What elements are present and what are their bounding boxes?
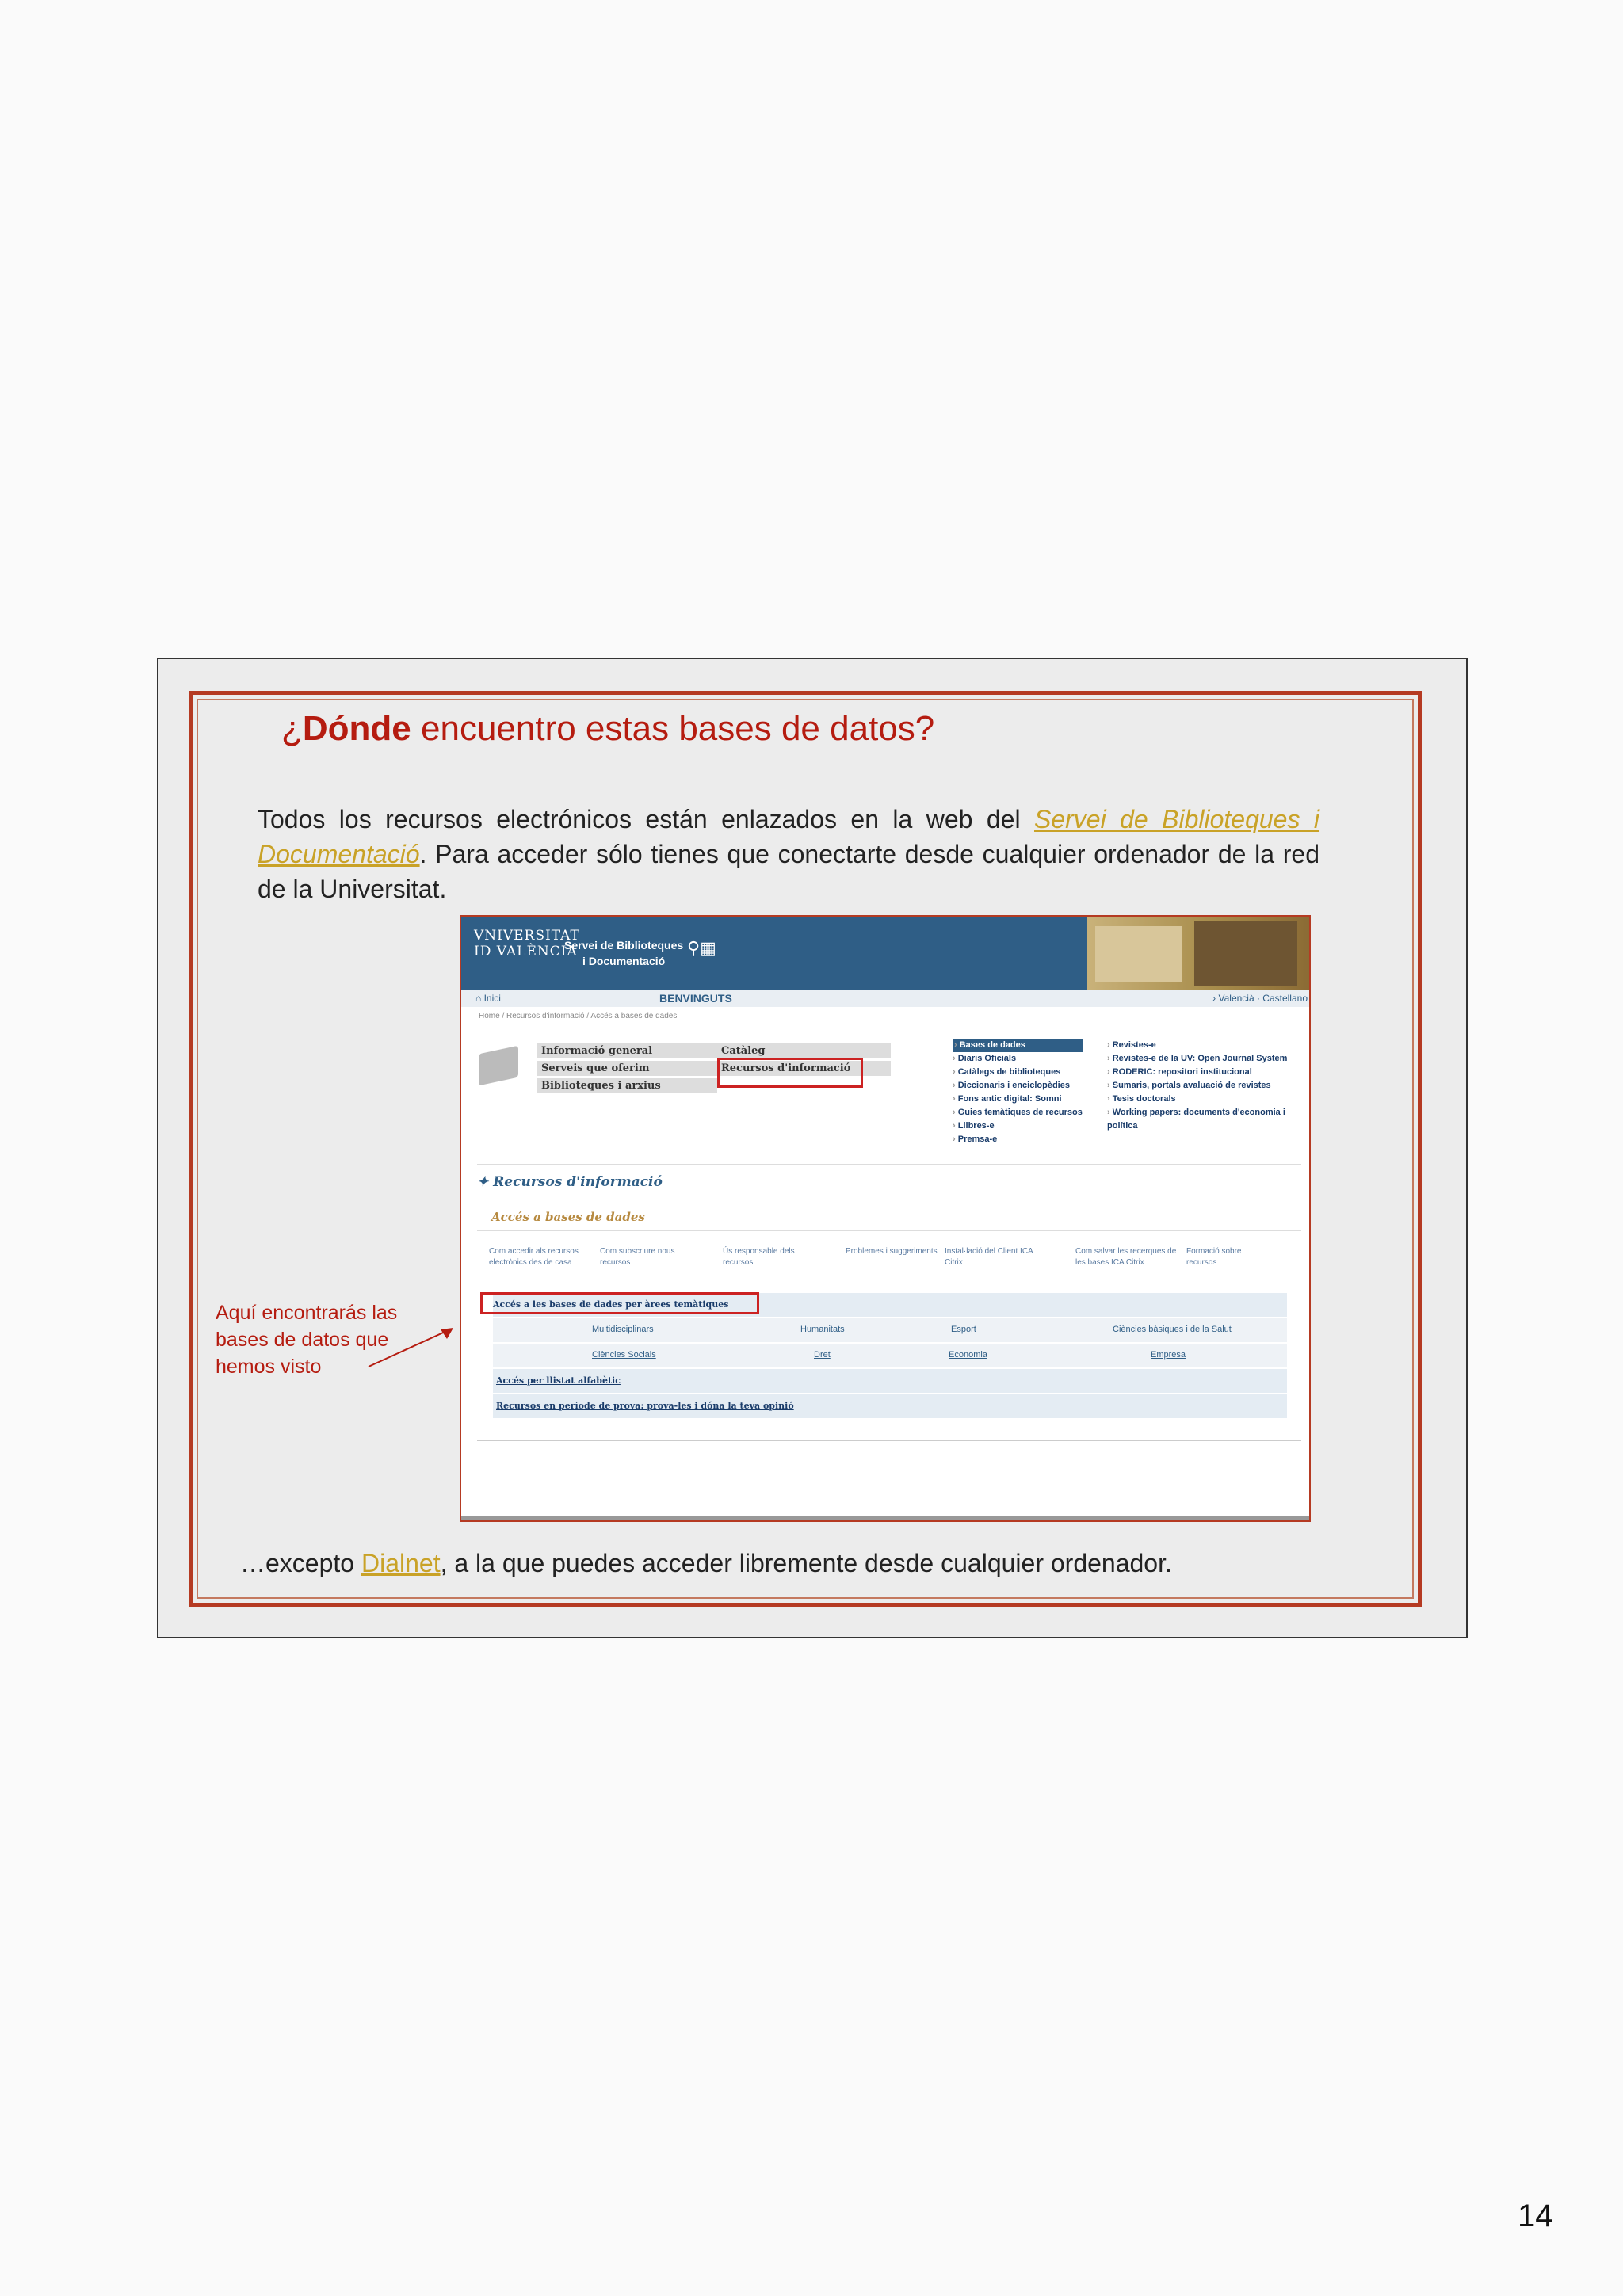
divider bbox=[477, 1164, 1301, 1165]
header-photo bbox=[1087, 917, 1311, 990]
menu-item[interactable]: Biblioteques i arxius bbox=[537, 1078, 717, 1093]
help-link[interactable]: Instal·lació del Client ICA Citrix bbox=[945, 1247, 1033, 1267]
help-link[interactable]: Formació sobre recursos bbox=[1186, 1247, 1242, 1267]
area-link[interactable]: Ciències Socials bbox=[592, 1350, 656, 1360]
list-item[interactable]: › Catàlegs de biblioteques bbox=[953, 1066, 1083, 1079]
list-item[interactable]: › Revistes-e bbox=[1107, 1039, 1305, 1052]
trial-link[interactable]: Recursos en període de prova: prova-les i dóna la teva opinió bbox=[496, 1401, 794, 1411]
callout-arrow-icon bbox=[365, 1323, 460, 1371]
list-item[interactable]: › Working papers: documents d'economia i política bbox=[1107, 1106, 1305, 1133]
site-header bbox=[461, 917, 1087, 990]
list-item[interactable]: › Fons antic digital: Somni bbox=[953, 1093, 1083, 1106]
highlight-recursos bbox=[717, 1058, 863, 1088]
section-title: ✦ Recursos d'informació bbox=[477, 1174, 663, 1190]
welcome-label: BENVINGUTS bbox=[659, 992, 732, 1005]
help-link[interactable]: Com salvar les recerques de les bases ICA Citrix bbox=[1075, 1247, 1177, 1267]
subsection-title: Accés a bases de dades bbox=[491, 1210, 645, 1224]
home-link[interactable]: ⌂ Inici bbox=[475, 993, 501, 1004]
help-link[interactable]: Com subscriure nous recursos bbox=[600, 1247, 675, 1267]
area-link[interactable]: Dret bbox=[814, 1350, 831, 1360]
list-item[interactable]: › Premsa-e bbox=[953, 1133, 1083, 1146]
area-link[interactable]: Humanitats bbox=[800, 1325, 845, 1334]
list-item[interactable]: › Llibres-e bbox=[953, 1119, 1083, 1133]
help-link[interactable]: Ús responsable dels recursos bbox=[723, 1247, 795, 1267]
menu-left bbox=[537, 1043, 717, 1096]
help-link[interactable]: Problemes i suggeriments bbox=[846, 1247, 938, 1256]
table-header[interactable]: Accés a les bases de dades per àrees temàtiques bbox=[493, 1299, 729, 1310]
footer-bar bbox=[461, 1516, 1311, 1520]
help-link[interactable]: Com accedir als recursos electrònics des de casa bbox=[489, 1247, 579, 1267]
list-item[interactable]: › Sumaris, portals avaluació de revistes bbox=[1107, 1079, 1305, 1093]
divider bbox=[477, 1230, 1301, 1231]
slide-title: ¿Dónde encuentro estas bases de datos? bbox=[281, 709, 935, 748]
table-row bbox=[493, 1344, 1287, 1369]
highlight-areas bbox=[480, 1292, 759, 1314]
menu-item[interactable]: Informació general bbox=[537, 1043, 717, 1058]
resource-list-1 bbox=[953, 1039, 1083, 1146]
dialnet-link[interactable]: Dialnet bbox=[361, 1549, 441, 1577]
language-switch[interactable]: › Valencià · Castellano bbox=[1212, 993, 1308, 1004]
list-item[interactable]: › Bases de dades bbox=[953, 1039, 1083, 1052]
table-row bbox=[493, 1318, 1287, 1344]
divider bbox=[477, 1440, 1301, 1441]
area-link[interactable]: Multidisciplinars bbox=[592, 1325, 654, 1334]
outro-paragraph: …excepto Dialnet, a la que puedes acceder libremente desde cualquier ordenador. bbox=[240, 1549, 1172, 1577]
page-number: 14 bbox=[1518, 2199, 1553, 2233]
area-link[interactable]: Empresa bbox=[1151, 1350, 1186, 1360]
list-item[interactable]: › RODERIC: repositori institucional bbox=[1107, 1066, 1305, 1079]
embedded-website-screenshot bbox=[460, 915, 1311, 1522]
table-row bbox=[493, 1369, 1287, 1394]
list-item[interactable]: › Tesis doctorals bbox=[1107, 1093, 1305, 1106]
list-item[interactable]: › Guies temàtiques de recursos bbox=[953, 1106, 1083, 1119]
intro-paragraph: Todos los recursos electrónicos están enlazados en la web del Servei de Biblioteques i Documentació. Para acceder sólo tienes que conectarte desde cualquier ordenador de la red de la Universitat. bbox=[258, 805, 1320, 903]
alphabetical-link[interactable]: Accés per llistat alfabètic bbox=[496, 1375, 621, 1386]
list-item[interactable]: › Diccionaris i enciclopèdies bbox=[953, 1079, 1083, 1093]
resource-list-2 bbox=[1107, 1039, 1305, 1133]
breadcrumb: Home / Recursos d'informació / Accés a bases de dades bbox=[479, 1012, 678, 1020]
menu-item[interactable]: Recursos d'informació bbox=[716, 1061, 891, 1076]
site-nav bbox=[461, 990, 1311, 1007]
area-link[interactable]: Esport bbox=[951, 1325, 976, 1334]
area-link[interactable]: Economia bbox=[949, 1350, 987, 1360]
sbd-link[interactable]: Servei de Biblioteques i Documentació bbox=[258, 805, 1320, 868]
service-name: Servei de Biblioteques i Documentació bbox=[564, 939, 684, 967]
menu-item[interactable]: Serveis que oferim bbox=[537, 1061, 717, 1076]
area-link[interactable]: Ciències bàsiques i de la Salut bbox=[1113, 1325, 1232, 1334]
uv-logo: VNIVERSITAT ID VALÈNCIA bbox=[474, 928, 580, 959]
list-item[interactable]: › Revistes-e de la UV: Open Journal System bbox=[1107, 1052, 1305, 1066]
callout-note: Aquí encontrarás las bases de datos que hemos visto bbox=[216, 1302, 398, 1378]
list-item[interactable]: › Diaris Oficials bbox=[953, 1052, 1083, 1066]
book-icon bbox=[479, 1046, 518, 1086]
table-row bbox=[493, 1394, 1287, 1420]
service-logo-icon: ⚲▦ bbox=[687, 939, 716, 959]
menu-item[interactable]: Catàleg bbox=[716, 1043, 891, 1058]
